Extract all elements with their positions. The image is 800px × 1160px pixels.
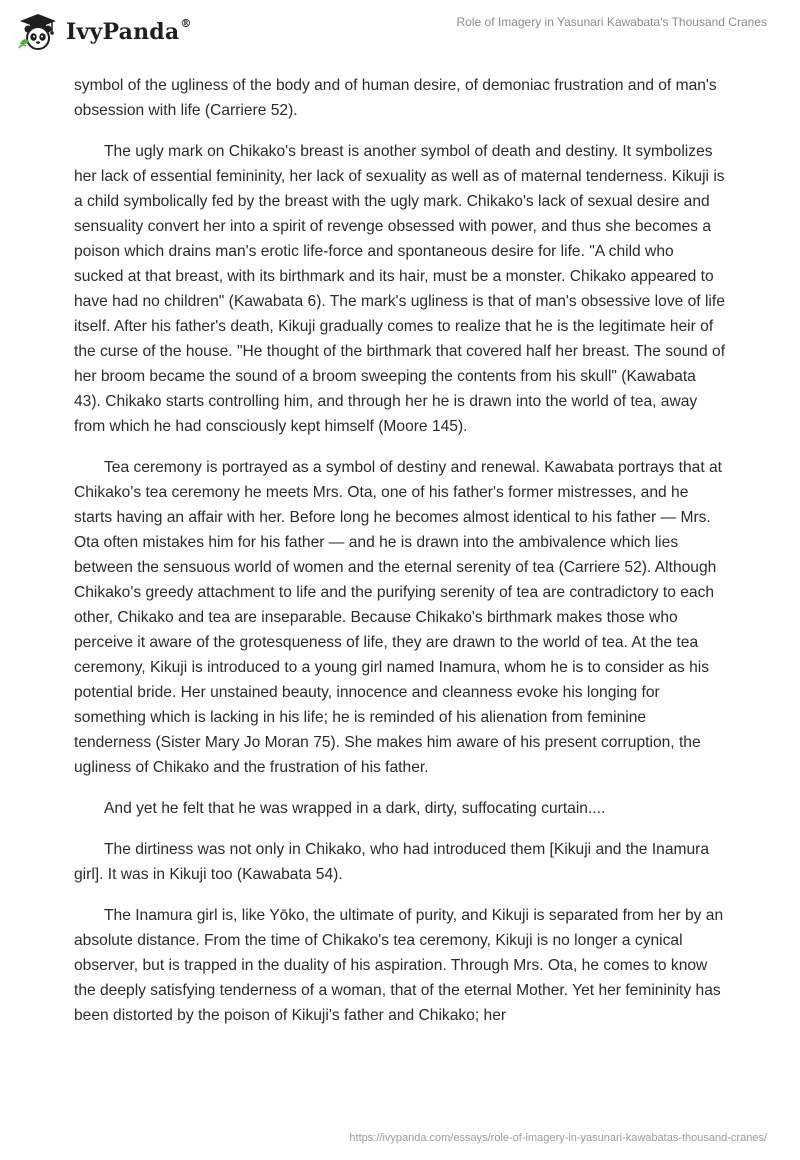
paragraph: symbol of the ugliness of the body and of human desire, of demoniac frustration and of man's obsession with life (Carriere 52). (74, 77, 717, 119)
paragraph: The ugly mark on Chikako's breast is another symbol of death and destiny. It symbolizes her lack of essential femininity, her lack of sexuality as well as of maternal tenderness. Kikuji is a child symbolically fed by the breast with the ugly mark. Chikako's lack of sexual desire and sensuality convert her into a spirit of revenge obsessed with power, and thus she becomes a poison which drains man's erotic life-force and spontaneous desire for life. "A child who sucked at that breast, with its birthmark and its hair, must be a monster. Chikako appeared to have had no children" (Kawabata 6). The mark's ugliness is that of man's obsessive love of life itself. After his father's death, Kikuji gradually comes to realize that he is the legitimate heir of the curse of the house. "He thought of the birthmark that covered half her breast. The sound of her broom became the sound of a broom sweeping the contents from his skull" (Kawabata 43). Chikako starts controlling him, and through her he is drawn into the world of tea, away from which he had consciously kept himself (Moore 145). (74, 143, 726, 435)
panda-graduate-icon (16, 12, 60, 52)
essay-body (74, 73, 726, 1044)
page-header (0, 0, 800, 64)
paragraph: And yet he felt that he was wrapped in a dark, dirty, suffocating curtain.... (104, 800, 606, 817)
source-url[interactable]: https://ivypanda.com/essays/role-of-imagery-in-yasunari-kawabatas-thousand-cranes/ (349, 1132, 767, 1144)
document-title: Role of Imagery in Yasunari Kawabata's Thousand Cranes (456, 15, 767, 29)
paragraph: The Inamura girl is, like Yōko, the ultimate of purity, and Kikuji is separated from her by an absolute distance. From the time of Chikako's tea ceremony, Kikuji is no longer a cynical observer, but is trapped in the duality of his aspiration. Through Mrs. Ota, he comes to know the deeply satisfying tenderness of a woman, that of the eternal Mother. Yet her femininity has been distorted by the poison of Kikuji's father and Chikako; her (74, 907, 724, 1024)
paragraph: The dirtiness was not only in Chikako, who had introduced them [Kikuji and the Inamura girl]. It was in Kikuji too (Kawabata 54). (74, 841, 710, 883)
ivypanda-logo[interactable] (16, 12, 192, 52)
brand-name: IvyPanda® (66, 17, 192, 45)
paragraph: Tea ceremony is portrayed as a symbol of destiny and renewal. Kawabata portrays that at Chikako's tea ceremony he meets Mrs. Ota, one of his father's former mistresses, and he starts having an affair with her. Before long he becomes almost identical to his father — Mrs. Ota often mistakes him for his father — and he is drawn into the ambivalence which lies between the sensuous world of women and the eternal serenity of tea (Carriere 52). Although Chikako's greedy attachment to life and the purifying serenity of tea are contradictory to each other, Chikako and tea are inseparable. Because Chikako's birthmark makes those who perceive it aware of the grotesqueness of life, they are drawn to the world of tea. At the tea ceremony, Kikuji is introduced to a young girl named Inamura, whom he is to consider as his potential bride. Her unstained beauty, innocence and cleanness evoke his longing for something which is lacking in his life; he is reminded of his alienation from feminine tenderness (Sister Mary Jo Moran 75). She makes him aware of his present corruption, the ugliness of Chikako and the frustration of his father. (74, 459, 723, 776)
